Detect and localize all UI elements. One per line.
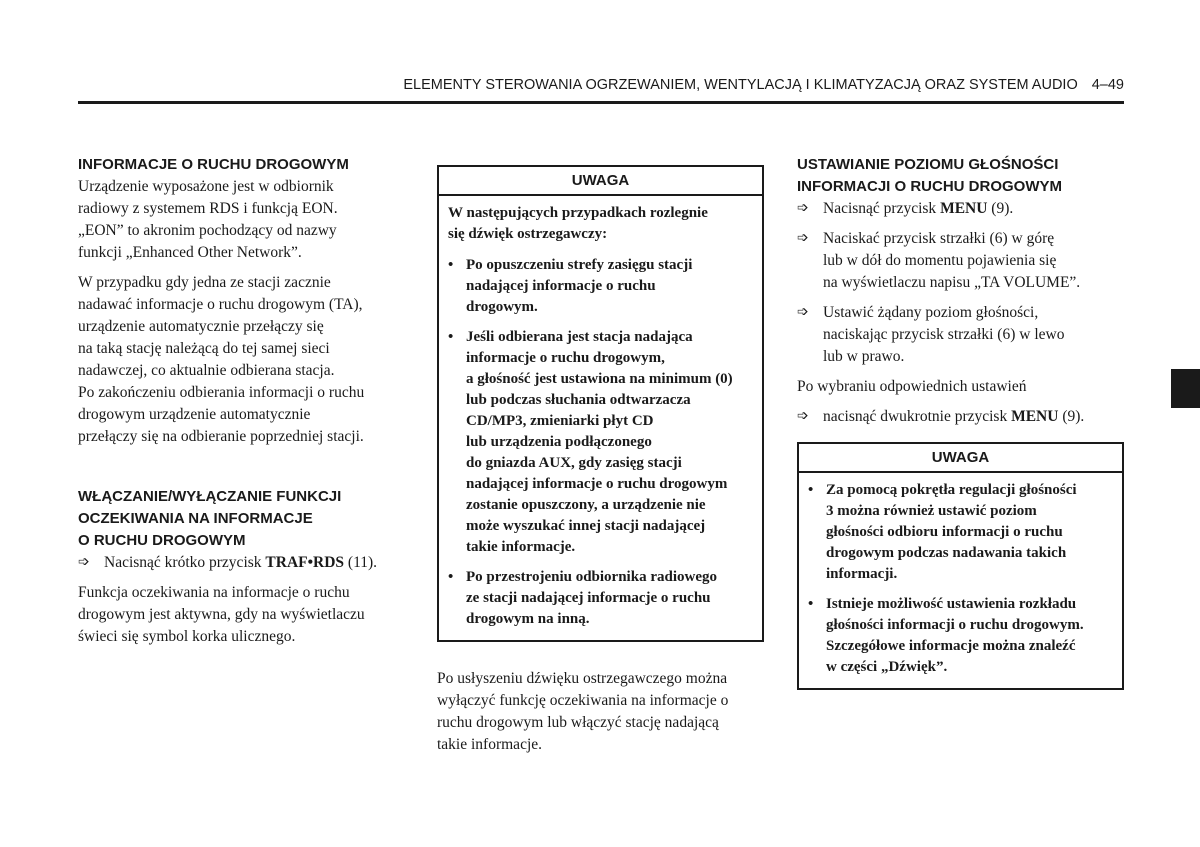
warning-box-alert-tone [437,165,764,642]
text-line: na taką stację należącą do tej samej sieci [78,340,330,357]
arrow-right-icon: ➩ [797,409,809,424]
text-line: urządzenie automatycznie przełączy się [78,318,324,335]
heading-line: WŁĄCZANIE/WYŁĄCZANIE FUNKCJI [78,488,342,505]
column-1 [78,154,408,648]
instruction-step [78,552,408,574]
text-line: radiowy z systemem RDS i funkcją EON. [78,200,338,217]
text-line: przełączy się na odbieranie poprzedniej stacji. [78,428,364,445]
paragraph-standby-active [78,582,408,648]
heading-line: O RUCHU DROGOWYM [78,532,246,549]
warning-title: UWAGA [799,444,1122,473]
arrow-right-icon: ➩ [797,305,809,320]
text-line: nadawać informacje o ruchu drogowym (TA), [78,296,363,313]
bullet-icon: • [808,482,814,498]
section-heading-volume [797,154,1124,198]
section-heading-standby [78,486,408,552]
text-line: Po zakończeniu odbierania informacji o ruchu [78,384,365,401]
bullet-icon: • [448,329,454,345]
arrow-right-icon: ➩ [78,555,90,570]
instruction-step: ➩ Ustawić żądany poziom głośności, naciskając przycisk strzałki (6) w lewo lub w prawo. [797,302,1124,368]
chapter-tab-marker [1171,369,1200,408]
paragraph-ta-switch [78,272,408,448]
warning-intro: W następujących przypadkach rozlegnie się dźwięk ostrzegawczy: [448,205,708,242]
arrow-right-icon: ➩ [797,231,809,246]
header-rule [78,101,1124,104]
warning-list [448,255,753,630]
text-line: świeci się symbol korka ulicznego. [78,628,296,645]
list-item: • Po przestrojeniu odbiornika radiowego ze stacji nadającej informacje o ruchu drogowym na inną. [448,567,753,630]
text-line: drogowym urządzenie automatycznie [78,406,311,423]
text-line: nadawczej, co aktualnie odbierana stacja. [78,362,335,379]
warning-title: UWAGA [439,167,762,196]
list-item: • Za pomocą pokrętła regulacji głośności 3 można również ustawić poziom głośności odbioru informacji o ruchu drogowym podczas nadawania takich informacji. [808,480,1113,585]
warning-body [439,196,762,640]
list-item: • Jeśli odbierana jest stacja nadająca informacje o ruchu drogowym, a głośność jest ustawiona na minimum (0) lub podczas słuchania odtwarzacza CD/MP3, zmieniarki płyt CD lub urządzenia podłączonego do gniazda AUX, gdy zasięg stacji nadającej informacje o ruchu drogowym zostanie opuszczony, a urządzenie nie może wyszukać innej stacji nadającej takie informacje. [448,327,753,558]
heading-line: INFORMACJI O RUCHU DROGOWYM [797,178,1062,195]
paragraph-intro [78,176,408,264]
text-line: drogowym jest aktywna, gdy na wyświetlaczu [78,606,365,623]
column-3 [797,154,1124,690]
paragraph-after-tone: Po usłyszeniu dźwięku ostrzegawczego można wyłączyć funkcję oczekiwania na informacje o ruchu drogowym lub włączyć stację nadającą takie informacje. [437,670,729,753]
header-title: ELEMENTY STEROWANIA OGRZEWANIEM, WENTYLACJĄ I KLIMATYZACJĄ ORAZ SYSTEM AUDIO [403,77,1078,93]
list-item: • Istnieje możliwość ustawienia rozkładu głośności informacji o ruchu drogowym. Szczegółowe informacje można znaleźć w części „Dźwięk”. [808,594,1113,678]
instruction-step: ➩ Naciskać przycisk strzałki (6) w górę lub w dół do momentu pojawienia się na wyświetlaczu napisu „TA VOLUME”. [797,228,1124,294]
text-line: Funkcja oczekiwania na informacje o ruchu [78,584,350,601]
instruction-step: ➩ Nacisnąć przycisk MENU (9). [797,198,1124,220]
bullet-icon: • [448,569,454,585]
running-header [78,77,1124,93]
section-heading-traffic-info: INFORMACJE O RUCHU DROGOWYM [78,156,349,173]
text-line: Urządzenie wyposażone jest w odbiornik [78,178,334,195]
bullet-icon: • [448,257,454,273]
text-line: W przypadku gdy jedna ze stacji zacznie [78,274,331,291]
column-2 [437,165,764,756]
warning-list [808,480,1113,678]
bullet-icon: • [808,596,814,612]
page-number: 4–49 [1091,77,1124,93]
list-item: • Po opuszczeniu strefy zasięgu stacji nadającej informacje o ruchu drogowym. [448,255,753,318]
arrow-right-icon: ➩ [797,201,809,216]
step-text: Nacisnąć krótko przycisk TRAF•RDS (11). [104,554,378,571]
paragraph-after-settings: Po wybraniu odpowiednich ustawień [797,378,1027,395]
text-line: „EON” to akronim pochodzący od nazwy [78,222,337,239]
warning-box-volume [797,442,1124,690]
text-line: funkcji „Enhanced Other Network”. [78,244,302,261]
warning-body [799,473,1122,688]
heading-line: OCZEKIWANIA NA INFORMACJE [78,510,313,527]
instruction-step: ➩ nacisnąć dwukrotnie przycisk MENU (9). [797,406,1124,428]
heading-line: USTAWIANIE POZIOMU GŁOŚNOŚCI [797,156,1059,173]
